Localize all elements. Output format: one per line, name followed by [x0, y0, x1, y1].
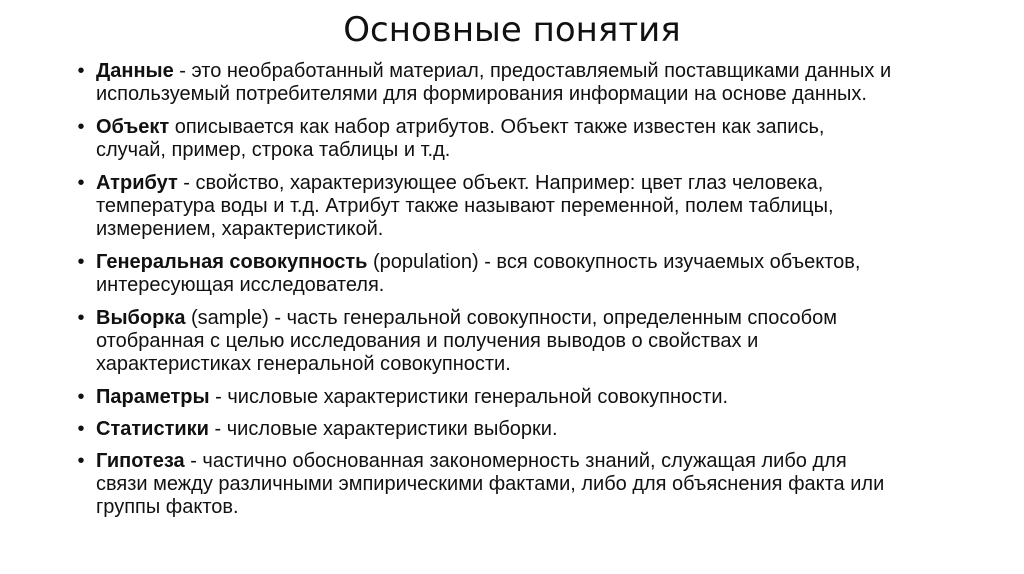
slide-title: Основные понятия — [343, 10, 681, 50]
definition-text: описывается как набор атрибутов. Объект также известен как запись, — [169, 116, 825, 138]
definition-text: (population) - вся совокупность изучаемых объектов, — [367, 251, 861, 273]
list-item-population — [74, 251, 974, 297]
item-line: случай, пример, строка таблицы и т.д. — [96, 139, 451, 161]
item-line — [96, 418, 974, 441]
list-item-parameters — [74, 386, 974, 409]
bullet-icon: • — [77, 418, 85, 440]
term: Данные — [96, 60, 174, 82]
item-line — [96, 251, 974, 274]
bullet-icon: • — [77, 60, 85, 82]
list-item-attribute — [74, 172, 974, 241]
bullet-icon: • — [77, 251, 85, 273]
definition-text: - это необработанный материал, предоставляемый поставщиками данных и — [173, 60, 892, 82]
term: Атрибут — [96, 172, 178, 194]
item-line: отобранная с целью исследования и получения выводов о свойствах и — [96, 330, 759, 352]
item-line: характеристиках генеральной совокупности. — [96, 353, 511, 375]
list-item-statistics — [74, 418, 974, 441]
item-line: используемый потребителями для формирования информации на основе данных. — [96, 83, 867, 105]
term: Статистики — [96, 418, 209, 440]
item-line — [96, 116, 974, 139]
definition-text: - частично обоснованная закономерность знаний, служащая либо для — [184, 450, 847, 472]
bullet-icon: • — [77, 172, 85, 194]
list-item-object — [74, 116, 974, 162]
item-line: связи между различными эмпирическими фактами, либо для объяснения факта или — [96, 473, 885, 495]
term: Параметры — [96, 386, 210, 408]
bullet-icon: • — [77, 450, 85, 472]
definition-text: (sample) - часть генеральной совокупности, определенным способом — [185, 307, 838, 329]
item-line: измерением, характеристикой. — [96, 218, 384, 240]
list-item-data — [74, 60, 974, 106]
bullet-icon: • — [77, 386, 85, 408]
definition-text: - числовые характеристики генеральной совокупности. — [209, 386, 729, 408]
term: Гипотеза — [96, 450, 185, 472]
term: Объект — [96, 116, 170, 138]
item-line — [96, 172, 974, 195]
definitions-list — [74, 60, 974, 529]
definition-text: - числовые характеристики выборки. — [208, 418, 558, 440]
bullet-icon: • — [77, 307, 85, 329]
list-item-sample — [74, 307, 974, 376]
list-item-hypothesis — [74, 450, 974, 519]
definition-text: - свойство, характеризующее объект. Например: цвет глаз человека, — [177, 172, 824, 194]
item-line: интересующая исследователя. — [96, 274, 385, 296]
item-line — [96, 450, 974, 473]
term: Генеральная совокупность — [96, 251, 368, 273]
bullet-icon: • — [77, 116, 85, 138]
item-line — [96, 60, 974, 83]
item-line: группы фактов. — [96, 496, 239, 518]
term: Выборка — [96, 307, 186, 329]
item-line — [96, 386, 974, 409]
item-line — [96, 307, 974, 330]
item-line: температура воды и т.д. Атрибут также называют переменной, полем таблицы, — [96, 195, 834, 217]
